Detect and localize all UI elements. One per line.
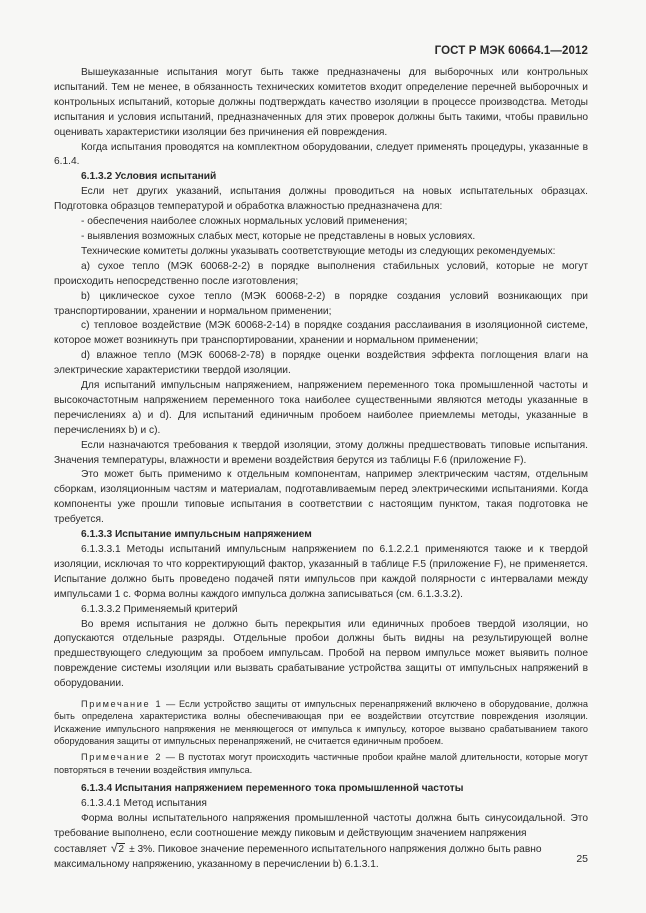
method-a: a) сухое тепло (МЭК 60068-2-2) в порядке выполнения стабильных условий, которые не могут происходить непосредственно после изготовления; [54, 260, 588, 287]
paragraph-complete-equipment: Когда испытания проводятся на комплектном оборудовании, следует применять процедуры, указанные в 6.1.4. [54, 141, 588, 168]
subheading-6-1-3-4-1: 6.1.3.4.1 Метод испытания [81, 797, 207, 809]
note-2-label: Примечание 2 [81, 752, 163, 763]
heading-6-1-3-4: 6.1.3.4 Испытания напряжением переменного тока промышленной частоты [81, 782, 464, 794]
paragraph-criteria: Во время испытания не должно быть перекрытия или единичных пробоев твердой изоляции, но допускаются отдельные разряды. Отдельные пробои должны быть видны на результирующей волне предшествующего следующим за пробоем импульсам. Пробой на первом импульсе может выявить полное повреждение системы изоляции или вызвать срабатывание устройства защиты от импульсных напряжений в оборудовании. [54, 618, 588, 690]
paragraph-waveform: Форма волны испытательного напряжения промышленной частоты должна быть синусоидальной. Это требование выполнено, если соотношение между пиковым и действующим значением напряжения [54, 812, 588, 839]
heading-6-1-3-3: 6.1.3.3 Испытание импульсным напряжением [81, 529, 312, 541]
note-2 [54, 751, 588, 776]
page-number: 25 [576, 853, 588, 865]
note-2-text: — В пустотах могут происходить частичные пробои крайне малой длительности, которые могут повторяться в течении воздействия импульса. [54, 752, 588, 775]
paragraph-methods: Технические комитеты должны указывать соответствующие методы из следующих рекомендуемых: [81, 245, 556, 257]
paragraph-impulse-methods: Для испытаний импульсным напряжением, напряжением переменного тока промышленной частоты и высокочастотным напряжением переменного тока наиболее существенными являются методы указанные в перечислениях a) и d). Для испытаний единичным пробоем наиболее приемлемы методы, указанные в перечислениях b) и c). [54, 380, 588, 436]
note-1-text: — Если устройство защиты от импульсных перенапряжений включено в оборудование, должна быть определена характеристика волны обеспечивающая при ее воздействии отсутствие повреждения изоляции. Искажение импульсного напряжения не меняющегося от импульса к импульсу, которое вызвано срабатыванием такого оборудования защиты от импульсных перенапряжений, не считается единичным пробоем. [54, 699, 588, 746]
paragraph-sqrt2 [54, 841, 588, 858]
list-item-1: - обеспечения наиболее сложных нормальных условий применения; [81, 216, 408, 228]
paragraph-6-1-3-3-1: 6.1.3.3.1 Методы испытаний импульсным напряжением по 6.1.2.2.1 применяются также и к твердой изоляции, исключая то что корректирующий фактор, указанный в таблице F.5 (приложение F), не применяется. Испытание должно быть проведено подачей пяти импульсов при каждой полярности с интервалами между импульсами 1 с. Форма волны каждого импульса должна записываться (см. 6.1.3.3.2). [54, 544, 588, 600]
paragraph-components: Это может быть применимо к отдельным компонентам, например электрическим частям, отдельным сборкам, изоляционным частям и материалам, подготавливаемым перед электрическими испытаниями. Когда компоненты уже прошли типовые испытания в соответствии с настоящим пунктом, такая подготовка не требуется. [54, 469, 588, 526]
heading-6-1-3-2: 6.1.3.2 Условия испытаний [81, 171, 217, 183]
method-d: d) влажное тепло (МЭК 60068-2-78) в порядке оценки воздействия эффекта поглощения влаги на электрические характеристики твердой изоляции. [54, 350, 588, 377]
subheading-6-1-3-3-2: 6.1.3.3.2 Применяемый критерий [81, 603, 238, 615]
sqrt2-formula: √2 [110, 841, 125, 856]
page-body [54, 66, 588, 873]
method-b: b) циклическое сухое тепло (МЭК 60068-2-2) в порядке создания условий возникающих при транспортировании, хранении и нормальном применении; [54, 290, 588, 317]
standard-header: ГОСТ Р МЭК 60664.1—2012 [434, 45, 588, 57]
paragraph-tests-purpose: Вышеуказанные испытания могут быть также предназначены для выборочных или контрольных испытаний. Тем не менее, в обязанность технических комитетов входит определение перечней выборочных и контрольных испытаний, которые должны подтверждать качество изоляции в процессе производства. Методы испытания и условия испытаний, предназначенных для этих проверок должны быть такими, чтобы правильно оценивать характеристики изоляции без причинения ей повреждения. [54, 67, 588, 138]
sqrt-prefix: составляет [54, 844, 107, 856]
paragraph-type-tests: Если назначаются требования к твердой изоляции, этому должны предшествовать типовые испытания. Значения температуры, влажности и времени воздействия берутся из таблицы F.6 (приложение F). [54, 439, 588, 466]
note-1-label: Примечание 1 [81, 699, 163, 710]
paragraph-conditions: Если нет других указаний, испытания должны проводиться на новых испытательных образцах. Подготовка образцов температурой и обработка влажностью предназначена для: [54, 186, 588, 213]
sqrt-suffix: ± 3%. Пиковое значение переменного испытательного напряжения должно быть равно [129, 844, 542, 856]
paragraph-max-voltage: максимальному напряжению, указанному в перечислении b) 6.1.3.1. [54, 859, 379, 871]
sqrt2-value: 2 [118, 844, 125, 856]
method-c: c) тепловое воздействие (МЭК 60068-2-14) в порядке создания расслаивания в изоляционной системе, которое может возникнуть при транспортировании, хранении и нормальном применении; [54, 320, 588, 347]
note-1 [54, 698, 588, 747]
list-item-2: - выявления возможных слабых мест, которые не представлены в новых условиях. [81, 230, 476, 242]
